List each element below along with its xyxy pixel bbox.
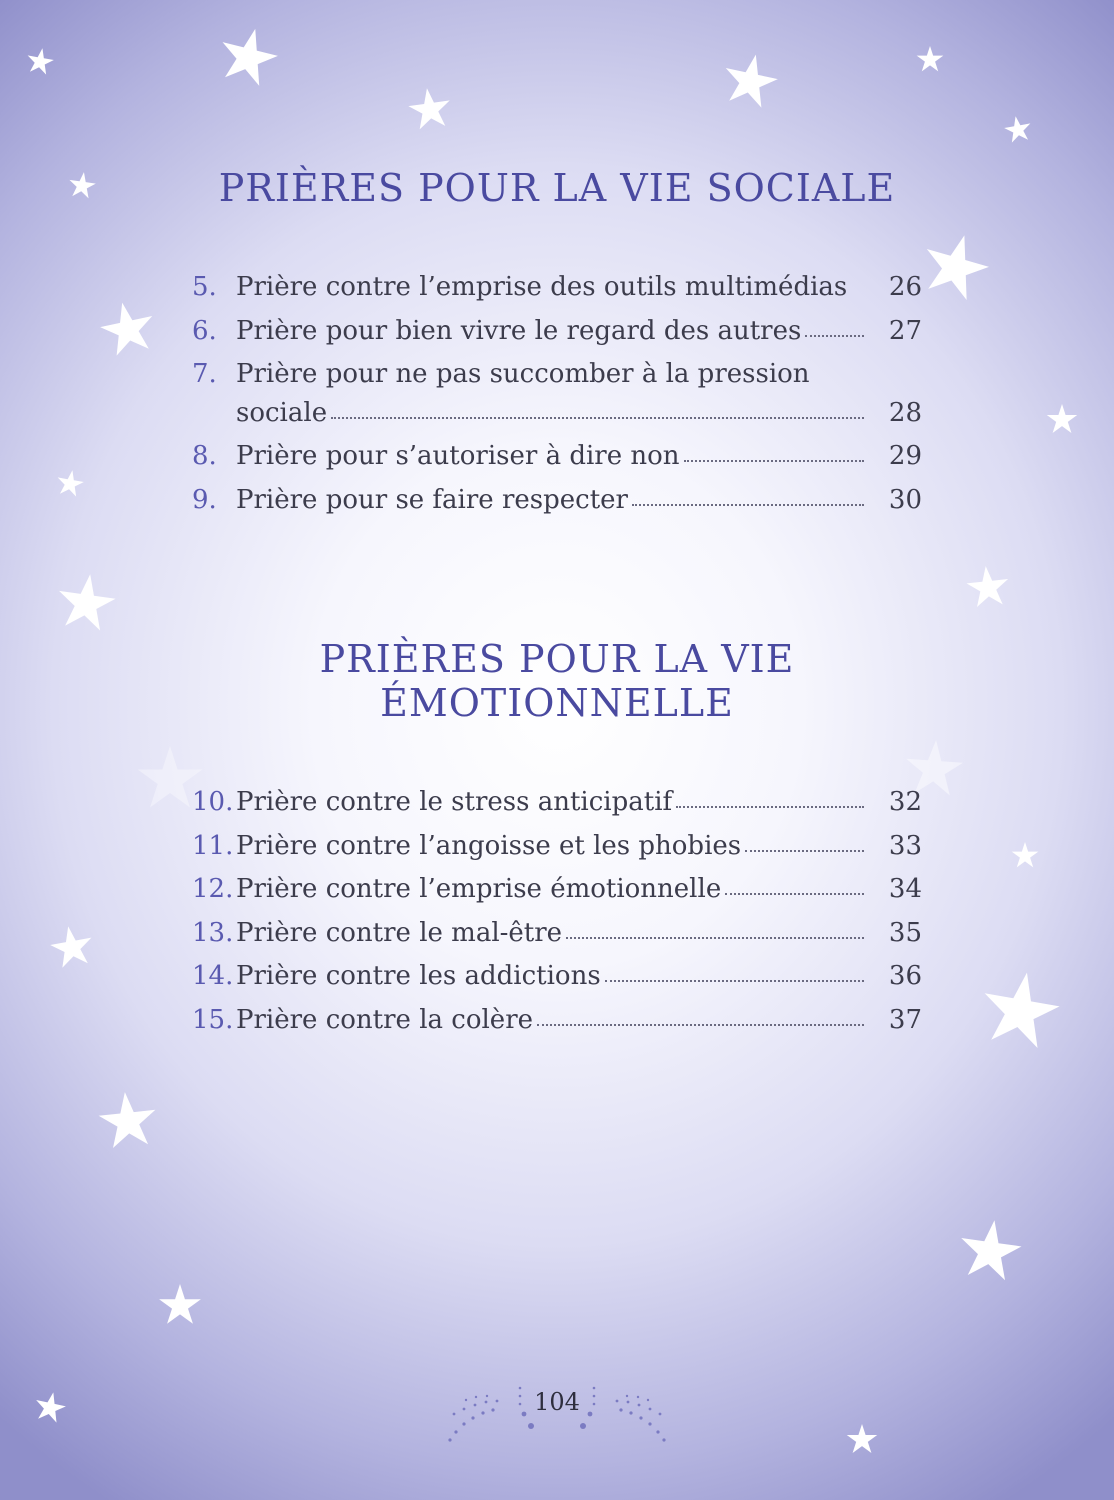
entry-number: 10. (192, 787, 234, 817)
toc-entry[interactable] (192, 825, 922, 869)
toc-entry[interactable] (192, 353, 922, 435)
entry-title: Prière contre le stress anticipatif (236, 787, 673, 817)
toc-entry[interactable] (192, 310, 922, 354)
section-title-social: PRIÈRES POUR LA VIE SOCIALE (218, 166, 896, 210)
toc-entry[interactable] (192, 435, 922, 479)
dot-leader (331, 411, 864, 419)
dot-leader (745, 844, 864, 852)
toc-entry[interactable] (192, 955, 922, 999)
toc-entry[interactable] (192, 266, 922, 310)
dot-leader (632, 498, 864, 506)
toc-list-emotional (192, 781, 922, 1042)
dot-leader (566, 931, 864, 939)
dot-leader (537, 1018, 864, 1026)
entry-title: Prière contre le mal-être (236, 917, 563, 948)
section-title-emotional-line1: PRIÈRES POUR LA VIE (319, 637, 795, 681)
page-number: 104 (534, 1388, 580, 1416)
entry-page: 32 (888, 787, 922, 817)
entry-number: 14. (192, 961, 234, 991)
entry-page: 30 (888, 484, 922, 515)
toc-entry[interactable] (192, 868, 922, 912)
entry-page: 36 (888, 961, 922, 991)
entry-page: 37 (888, 1004, 922, 1035)
entry-page: 29 (888, 441, 922, 471)
dot-leader (684, 454, 864, 462)
section-title-emotional-line2: ÉMOTIONNELLE (380, 681, 734, 725)
entry-title: Prière pour s’autoriser à dire non (236, 441, 680, 471)
entry-title: Prière contre l’emprise émotionnelle (236, 874, 722, 904)
toc-entry[interactable] (192, 912, 922, 956)
entry-page: 28 (888, 397, 922, 428)
entry-title: Prière contre l’emprise des outils multimédias (236, 272, 848, 302)
dot-leader (805, 329, 864, 337)
dot-leader (676, 800, 864, 808)
entry-number: 5. (192, 272, 217, 302)
entry-title: Prière contre la colère (236, 1004, 534, 1035)
entry-number: 11. (192, 830, 234, 861)
entry-title: Prière pour bien vivre le regard des autres (236, 315, 802, 346)
entry-number: 8. (192, 441, 217, 471)
star-icon (25, 22, 1077, 1453)
dot-leader (605, 974, 864, 982)
entry-number: 12. (192, 874, 234, 904)
entry-page: 33 (888, 830, 922, 861)
entry-number: 13. (192, 917, 234, 948)
entry-page: 26 (888, 272, 922, 302)
entry-number: 9. (192, 484, 217, 515)
entry-title-line2: sociale (236, 397, 328, 428)
entry-title: Prière pour se faire respecter (236, 484, 628, 515)
toc-entry[interactable] (192, 781, 922, 825)
toc-entry[interactable] (192, 479, 922, 523)
entry-number: 7. (192, 359, 217, 389)
toc-entry[interactable] (192, 999, 922, 1043)
entry-title-line1: Prière pour ne pas succomber à la pression (236, 359, 810, 389)
entry-page: 35 (888, 917, 922, 948)
dot-leader (725, 887, 864, 895)
entry-number: 15. (192, 1004, 234, 1035)
entry-number: 6. (192, 315, 217, 346)
entry-title: Prière contre l’angoisse et les phobies (236, 830, 742, 861)
entry-title: Prière contre les addictions (236, 961, 601, 991)
toc-list-social (192, 266, 922, 522)
entry-page: 27 (888, 315, 922, 346)
entry-page: 34 (888, 874, 922, 904)
